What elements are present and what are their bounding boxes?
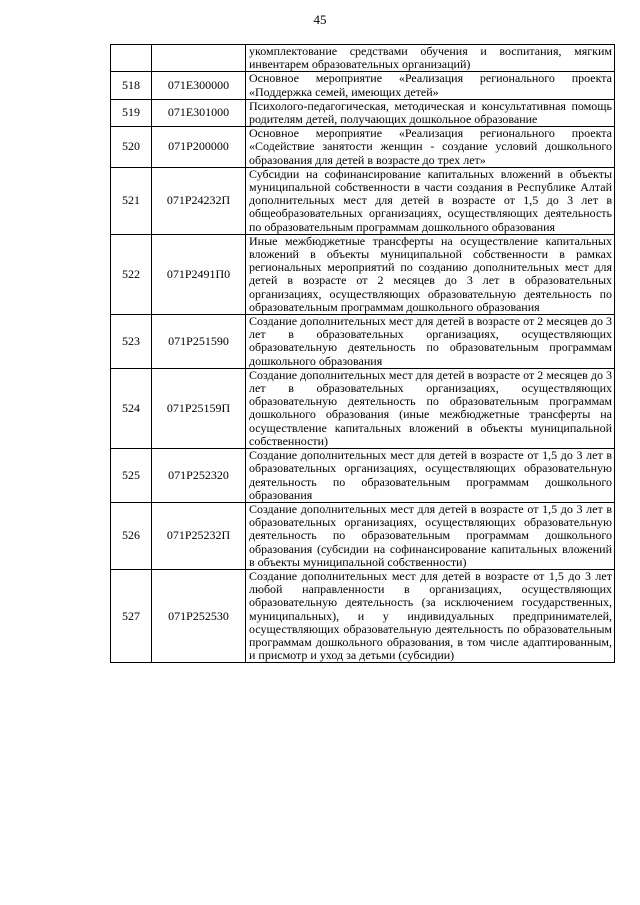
classification-code-cell: 071Р25159П (152, 368, 246, 448)
table-row (111, 45, 615, 72)
classification-code-cell: 071Р251590 (152, 315, 246, 369)
table-row (111, 167, 615, 234)
row-number-cell: 521 (111, 167, 152, 234)
row-number-cell: 524 (111, 368, 152, 448)
table-row (111, 315, 615, 369)
row-number-cell: 520 (111, 127, 152, 168)
expense-name-cell: Психолого-педагогическая, методическая и консультативная помощь родителям детей, получающих дошкольное образование (246, 99, 615, 126)
classification-code-cell: 071Р2491П0 (152, 234, 246, 314)
row-number-cell: 518 (111, 72, 152, 99)
row-number-cell: 523 (111, 315, 152, 369)
row-number-cell: 526 (111, 502, 152, 569)
table-row (111, 502, 615, 569)
table-row (111, 449, 615, 503)
row-number-cell: 522 (111, 234, 152, 314)
row-number-cell: 527 (111, 569, 152, 662)
expense-name-cell: Создание дополнительных мест для детей в возрасте от 1,5 до 3 лет любой направленности в организациях, осуществляющих образовательную деятельность (за исключением государственных, муниципальных), и у индивидуальных предпринимателей, осуществляющих образовательную деятельность по образовательным программам дошкольного образования, в том числе адаптированным, и присмотр и уход за детьми (субсидии) (246, 569, 615, 662)
expense-name-cell: укомплектование средствами обучения и воспитания, мягким инвентарем образовательных организаций) (246, 45, 615, 72)
classification-code-cell: 071Р24232П (152, 167, 246, 234)
row-number-cell: 525 (111, 449, 152, 503)
row-number-cell: 519 (111, 99, 152, 126)
expense-name-cell: Создание дополнительных мест для детей в возрасте от 1,5 до 3 лет в образовательных организациях, осуществляющих образовательную деятельность по образовательным программам дошкольного образования (246, 449, 615, 503)
classification-code-cell: 071Р252320 (152, 449, 246, 503)
budget-classification-table (110, 44, 615, 663)
table-row (111, 234, 615, 314)
table-row (111, 72, 615, 99)
expense-name-cell: Основное мероприятие «Реализация регионального проекта «Поддержка семей, имеющих детей» (246, 72, 615, 99)
classification-code-cell: 071Р252530 (152, 569, 246, 662)
table-row (111, 99, 615, 126)
classification-code-cell: 071Е301000 (152, 99, 246, 126)
row-number-cell (111, 45, 152, 72)
table-row (111, 127, 615, 168)
table-row (111, 569, 615, 662)
expense-name-cell: Основное мероприятие «Реализация регионального проекта «Содействие занятости женщин - создание условий дошкольного образования для детей в возрасте до трех лет» (246, 127, 615, 168)
table-body (111, 45, 615, 663)
expense-name-cell: Создание дополнительных мест для детей в возрасте от 1,5 до 3 лет в образовательных организациях, осуществляющих образовательную деятельность по образовательным программам дошкольного образования (субсидии на софинансирование капитальных вложений в объекты муниципальной собственности) (246, 502, 615, 569)
expense-name-cell: Создание дополнительных мест для детей в возрасте от 2 месяцев до 3 лет в образовательных организациях, осуществляющих образовательную деятельность по образовательным программам дошкольного образования (иные межбюджетные трансферты на осуществление капитальных вложений в объекты муниципальной собственности) (246, 368, 615, 448)
classification-code-cell: 071Е300000 (152, 72, 246, 99)
expense-name-cell: Иные межбюджетные трансферты на осуществление капитальных вложений в объекты муниципальной собственности в рамках региональных мероприятий по созданию дополнительных мест для детей в возрасте от 2 месяцев до 3 лет в образовательных организациях, осуществляющих образовательную деятельность по образовательным программам дошкольного образования (246, 234, 615, 314)
expense-name-cell: Создание дополнительных мест для детей в возрасте от 2 месяцев до 3 лет в образовательных организациях, осуществляющих образовательную деятельность по образовательным программам дошкольного образования (246, 315, 615, 369)
classification-code-cell: 071Р200000 (152, 127, 246, 168)
table-row (111, 368, 615, 448)
classification-code-cell: 071Р25232П (152, 502, 246, 569)
classification-code-cell (152, 45, 246, 72)
page-number: 45 (313, 12, 327, 27)
expense-name-cell: Субсидии на софинансирование капитальных вложений в объекты муниципальной собственности в части создания в Республике Алтай дополнительных мест для детей в возрасте от 1,5 до 3 лет в общеобразовательных организациях, осуществляющих деятельность по образовательным программам дошкольного образования (246, 167, 615, 234)
